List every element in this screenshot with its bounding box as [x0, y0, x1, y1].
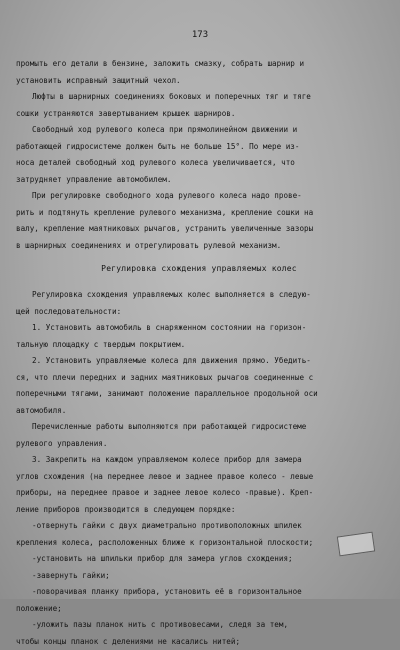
- text-line: При регулировке свободного хода рулевого колеса надо прове-: [16, 188, 382, 205]
- text-line: в шарнирных соединениях и отрегулировать рулевой механизм.: [16, 238, 382, 255]
- text-line: поперечными тягами, занимают положение параллельное продольной оси: [16, 386, 382, 403]
- text-line: промыть его детали в бензине, заложить смазку, собрать шарнир и: [16, 56, 382, 73]
- text-line: автомобиля.: [16, 403, 382, 420]
- text-line: -установить на шпильки прибор для замера углов схождения;: [16, 551, 382, 568]
- text-line: рулевого управления.: [16, 436, 382, 453]
- text-line: положение;: [16, 601, 382, 618]
- text-line: -уложить пазы планок нить с противовесами, следя за тем,: [16, 617, 382, 634]
- text-line: крепления колеса, расположенных ближе к горизонтальной плоскости;: [16, 535, 382, 552]
- text-line: установить исправный защитный чехол.: [16, 73, 382, 90]
- text-line: сошки устраняются завертыванием крышек шарниров.: [16, 106, 382, 123]
- text-line: валу, крепление маятниковых рычагов, устранить увеличенные зазоры: [16, 221, 382, 238]
- page-number: 173: [0, 30, 400, 40]
- document-body: [16, 56, 382, 650]
- text-line: -отвернуть гайки с двух диаметрально противоположных шпилек: [16, 518, 382, 535]
- text-line: 3. Закрепить на каждом управляемом колесе прибор для замера: [16, 452, 382, 469]
- text-line: ление приборов производится в следующем порядке:: [16, 502, 382, 519]
- text-line: ся, что плечи передних и задних маятниковых рычагов соединенные с: [16, 370, 382, 387]
- text-line: -завернуть гайки;: [16, 568, 382, 585]
- text-line: -поворачивая планку прибора, установить её в горизонтальное: [16, 584, 382, 601]
- text-line: Регулировка схождения управляемых колес выполняется в следую-: [16, 287, 382, 304]
- text-line: Люфты в шарнирных соединениях боковых и поперечных тяг и тяге: [16, 89, 382, 106]
- text-line: чтобы концы планок с делениями не касались нитей;: [16, 634, 382, 650]
- text-line: затрудняет управление автомобилем.: [16, 172, 382, 189]
- text-line: 1. Установить автомобиль в снаряженном состоянии на горизон-: [16, 320, 382, 337]
- text-line: тальную площадку с твердым покрытием.: [16, 337, 382, 354]
- section-title: Регулировка схождения управляемых колес: [16, 264, 382, 273]
- text-line: углов схождения (на переднее левое и заднее правое колесо - левые: [16, 469, 382, 486]
- text-line: 2. Установить управляемые колеса для движения прямо. Убедить-: [16, 353, 382, 370]
- text-line: Перечисленные работы выполняются при работающей гидросистеме: [16, 419, 382, 436]
- text-line: щей последовательности:: [16, 304, 382, 321]
- section-steps: [16, 287, 382, 650]
- text-line: носа деталей свободный ход рулевого колеса увеличивается, что: [16, 155, 382, 172]
- text-line: рить и подтянуть крепление рулевого механизма, крепление сошки на: [16, 205, 382, 222]
- text-line: Свободный ход рулевого колеса при прямолинейном движении и: [16, 122, 382, 139]
- text-line: приборы, на переднее правое и заднее левое колесо -правые). Креп-: [16, 485, 382, 502]
- text-line: работающей гидросистеме должен быть не больше 15°. По мере из-: [16, 139, 382, 156]
- section-intro: [16, 56, 382, 254]
